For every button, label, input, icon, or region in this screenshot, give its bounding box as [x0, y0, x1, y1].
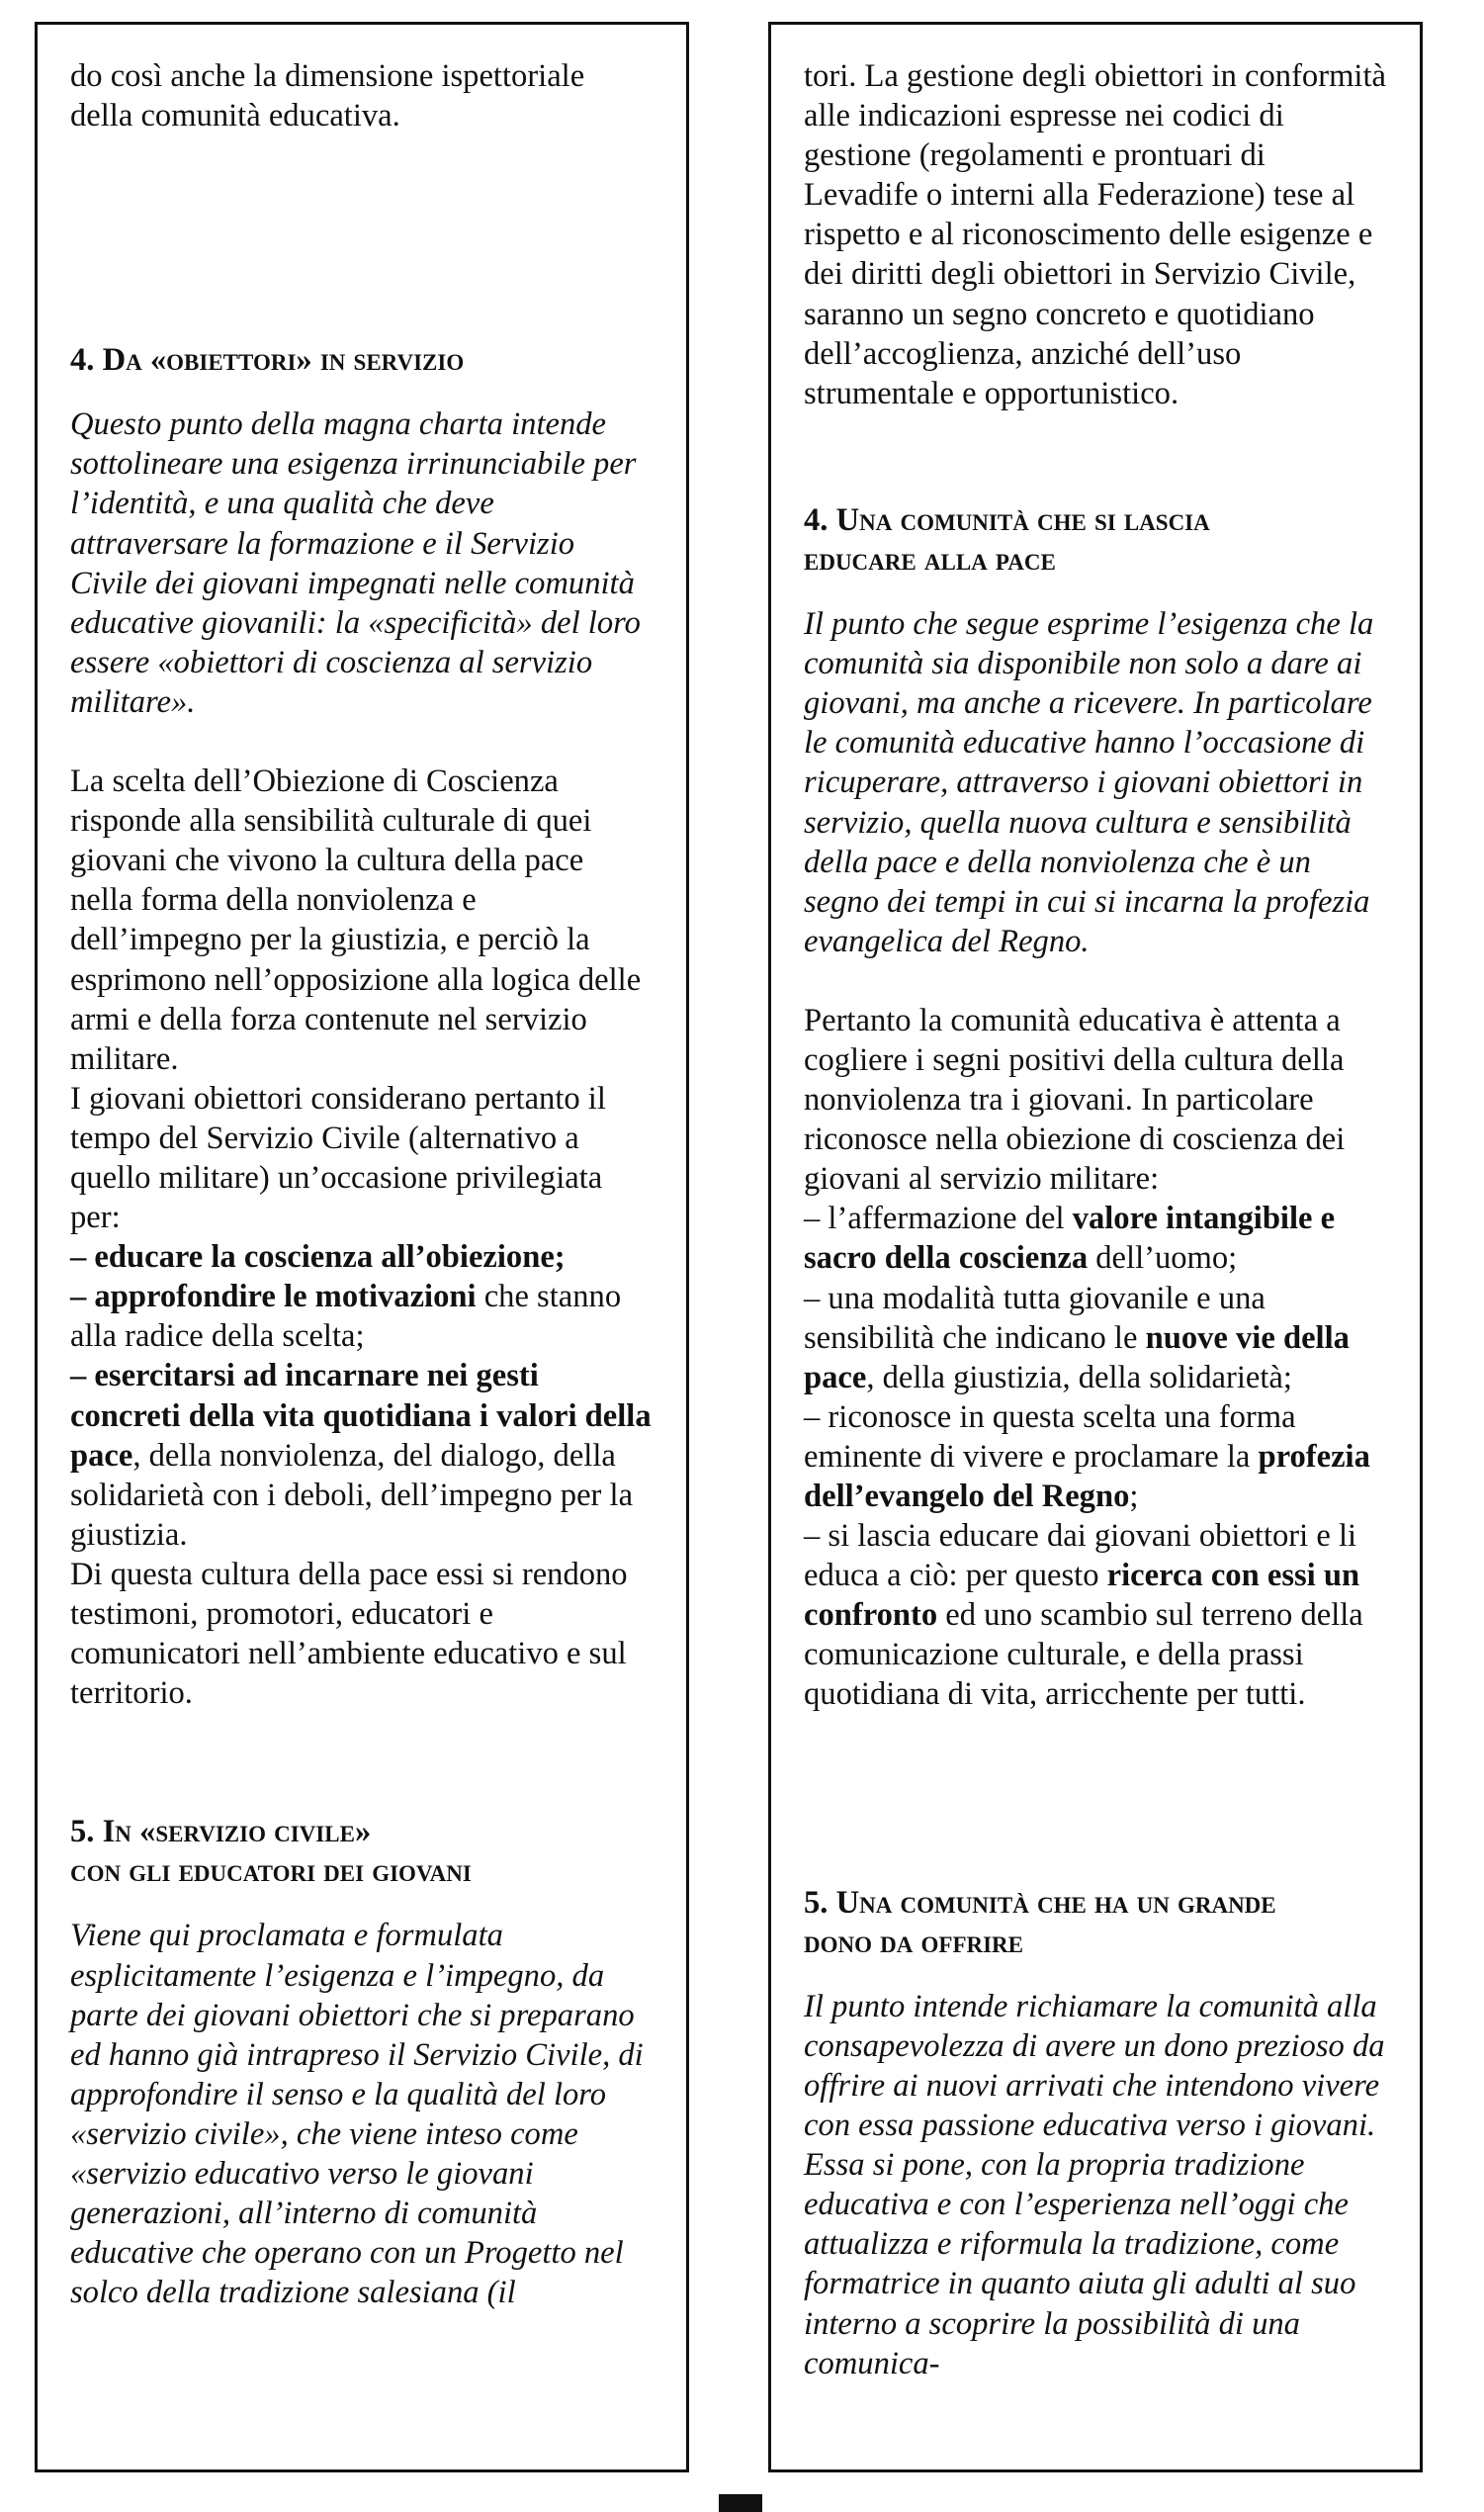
list-item: [804, 1516, 1387, 1714]
section-title-line-2: dono da offrire: [804, 1924, 1024, 1960]
left-section-5-heading: [70, 1812, 654, 1891]
right-column: [768, 22, 1423, 2472]
section-number: 5.: [804, 1884, 829, 1921]
list-item: [804, 1199, 1387, 1278]
left-column: [35, 22, 689, 2472]
left-intro-text: do così anche la dimensione ispettoriale della comunità educativa.: [70, 58, 585, 135]
list-item-post: ed uno scambio sul terreno della comunicazione culturale, e della prassi quotidiana di vita, arricchente per tutti.: [804, 1597, 1363, 1713]
list-item-post: , della giustizia, della solidarietà;: [866, 1359, 1292, 1395]
list-item-post: ;: [1129, 1479, 1139, 1514]
list-item-pre: – una modalità tutta giovanile e una sensibilità che indicano le: [804, 1280, 1266, 1356]
list-item: [804, 1279, 1387, 1397]
list-item-rest: , della nonviolenza, del dialogo, della solidarietà con i deboli, dell’impegno per la giustizia.: [70, 1437, 634, 1553]
section-number: 5.: [70, 1814, 95, 1850]
right-section-5-heading: [804, 1883, 1387, 1962]
section-title: Da «obiettori» in servizio: [102, 342, 465, 379]
list-item-rest: che stanno alla radice della scelta;: [70, 1279, 622, 1355]
right-section-4-para-1: Pertanto la comunità educativa è attenta a cogliere i segni positivi della cultura della nonviolenza tra i giovani. In particolare riconosce nella obiezione di coscienza dei giovani al servizio militare:: [804, 1002, 1346, 1198]
right-section-5-lead: Il punto intende richiamare la comunità alla consapevolezza di avere un dono prezioso da offrire ai nuovi arrivati che intendono vivere con essa passione educativa verso i giovani. Essa si pone, con la propria tradizione educativa e con l’esperienza nell’oggi che attualizza e riformula la tradizione, come formatrice in quanto aiuta gli adulti al suo interno a scoprire la possibilità di una comunica-: [804, 1988, 1385, 2381]
list-item-bold: nuove vie della pace: [804, 1319, 1350, 1395]
page-marker: [719, 2494, 762, 2512]
list-item-bold: – esercitarsi ad incarnare nei gesti concreti della vita quotidiana i valori della pace: [70, 1358, 652, 1474]
list-item: [70, 1237, 654, 1277]
left-section-4-para-1: La scelta dell’Obiezione di Coscienza risponde alla sensibilità culturale di quei giovani che vivono la cultura della pace nella forma della nonviolenza e dell’impegno per la giustizia, e perciò la esprimono nell’opposizione alla logica delle armi e della forza contenute nel servizio militare.: [70, 763, 642, 1077]
right-section-4-lead: Il punto che segue esprime l’esigenza che la comunità sia disponibile non solo a dare ai giovani, ma anche a ricevere. In particolare le comunità educative hanno l’occasione di ricuperare, attraverso i giovani obiettori in servizio, quella nuova cultura e sensibilità della pace e della nonviolenza che è un segno dei tempi in cui si incarna la profezia evangelica del Regno.: [804, 606, 1374, 959]
list-item: [70, 1356, 654, 1554]
section-title-line-1: Una comunità che ha un grande: [835, 1884, 1276, 1921]
list-item-bold: valore intangibile e sacro della coscienza: [804, 1201, 1336, 1277]
list-item-bold: profezia dell’evangelo del Regno: [804, 1438, 1370, 1514]
left-section-4-heading: [70, 340, 654, 380]
right-intro-text: tori. La gestione degli obiettori in conformità alle indicazioni espresse nei codici di gestione (regolamenti e prontuari di Levadife o interni alla Federazione) tese al rispetto e al riconoscimento delle esigenze e dei diritti degli obiettori in Servizio Civile, saranno un segno concreto e quotidiano dell’accoglienza, anziché dell’uso strumentale e opportunistico.: [804, 58, 1386, 411]
left-section-4-lead: Questo punto della magna charta intende sottolineare una esigenza irrinunciabile per l’identità, e una qualità che deve attraversare la formazione e il Servizio Civile dei giovani impegnati nelle comunità educative giovanili: la «specificità» del loro essere «obiettori di coscienza al servizio militare».: [70, 406, 641, 720]
right-section-4-heading: [804, 500, 1387, 580]
list-item-bold: – educare la coscienza all’obiezione;: [70, 1239, 566, 1276]
section-title-line-2: con gli educatori dei giovani: [70, 1853, 472, 1890]
list-item-bold: – approfondire le motivazioni: [70, 1279, 477, 1315]
section-title-line-1: Una comunità che si lascia: [835, 501, 1210, 538]
section-number: 4.: [804, 501, 829, 538]
left-section-4-para-3: Di questa cultura della pace essi si rendono testimoni, promotori, educatori e comunicatori nell’ambiente educativo e sul territorio.: [70, 1556, 628, 1712]
list-item-bold: ricerca con essi un confronto: [804, 1558, 1360, 1634]
list-item-pre: – si lascia educare dai giovani obiettori e li educa a ciò: per questo: [804, 1518, 1357, 1594]
list-item: [804, 1397, 1387, 1516]
list-item-post: dell’uomo;: [1088, 1240, 1238, 1277]
list-item: [70, 1277, 654, 1356]
left-section-5-lead: Viene qui proclamata e formulata esplicitamente l’esigenza e l’impegno, da parte dei giovani obiettori che si preparano ed hanno già intrapreso il Servizio Civile, di approfondire il senso e la qualità del loro «servizio civile», che viene inteso come «servizio educativo verso le giovani generazioni, all’interno di comunità educative che operano con un Progetto nel solco della tradizione salesiana (il: [70, 1918, 644, 2311]
section-number: 4.: [70, 342, 95, 379]
list-item-pre: – l’affermazione del: [804, 1201, 1073, 1237]
section-title-line-2: educare alla pace: [804, 541, 1056, 578]
left-section-4-para-2: I giovani obiettori considerano pertanto il tempo del Servizio Civile (alternativo a quello militare) un’occasione privilegiata per:: [70, 1080, 606, 1236]
section-title-line-1: In «servizio civile»: [102, 1814, 372, 1850]
list-item-pre: – riconosce in questa scelta una forma eminente di vivere e proclamare la: [804, 1398, 1296, 1475]
